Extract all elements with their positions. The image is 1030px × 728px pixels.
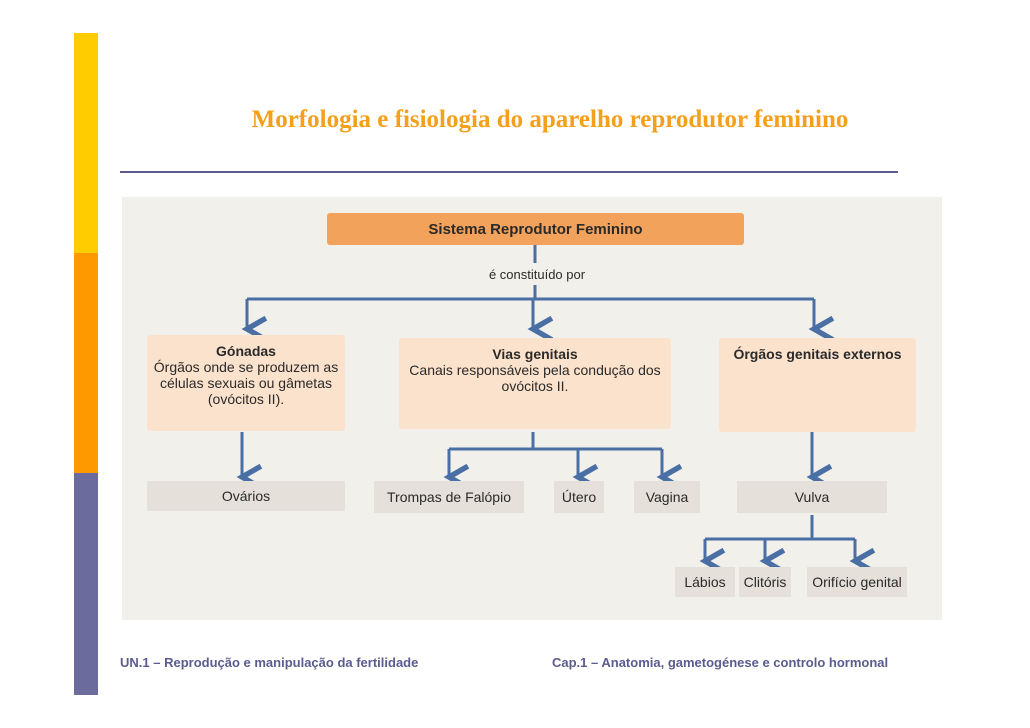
accent-stripe-purple <box>74 473 98 695</box>
category-orgaos-externos <box>719 338 916 432</box>
footer-left: UN.1 – Reprodução e manipulação da fertilidade <box>120 655 419 670</box>
category-description: Órgãos onde se produzem as células sexuais ou gâmetas (ovócitos II). <box>153 359 339 407</box>
category-heading: Órgãos genitais externos <box>733 346 902 362</box>
diagram-image <box>122 197 942 620</box>
connector-label: é constituído por <box>488 267 586 282</box>
organ-vulva: Vulva <box>737 481 887 513</box>
category-heading: Vias genitais <box>492 346 578 362</box>
organ-vagina: Vagina <box>634 481 700 513</box>
vulva-part-orificio: Orifício genital <box>807 567 907 597</box>
category-vias-genitais <box>399 338 671 429</box>
organ-trompas: Trompas de Falópio <box>374 481 524 513</box>
category-description: Canais responsáveis pela condução dos ovócitos II. <box>409 362 661 394</box>
title-divider <box>120 171 898 173</box>
category-heading: Gónadas <box>216 343 276 359</box>
accent-stripe-orange <box>74 253 98 473</box>
accent-stripe-yellow <box>74 33 98 253</box>
root-node: Sistema Reprodutor Feminino <box>327 213 744 245</box>
organ-utero: Útero <box>554 481 604 513</box>
vulva-part-clitoris: Clitóris <box>739 567 791 597</box>
vulva-part-labios: Lábios <box>675 567 735 597</box>
organ-ovarios: Ovários <box>147 481 345 511</box>
category-gonadas <box>147 335 345 431</box>
slide-title: Morfologia e fisiologia do aparelho reprodutor feminino <box>251 106 849 133</box>
footer-right: Cap.1 – Anatomia, gametogénese e controlo hormonal <box>552 655 889 670</box>
